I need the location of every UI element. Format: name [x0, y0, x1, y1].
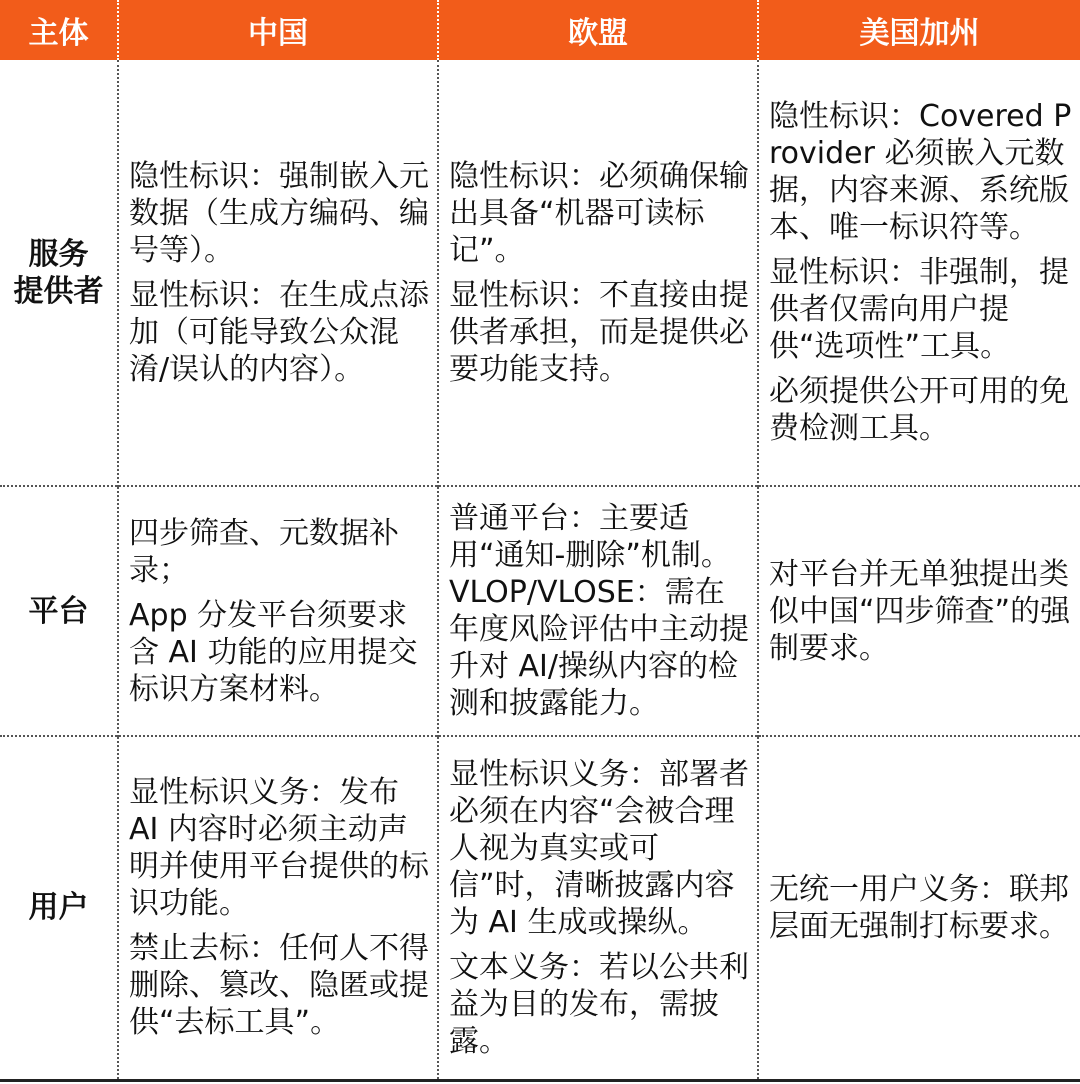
- cell-text: 必须提供公开可用的免费检测工具。: [769, 374, 1069, 446]
- cell-text: 对平台并无单独提出类似中国“四步筛查”的强制要求。: [769, 556, 1071, 666]
- subject-label: 服务: [28, 236, 89, 272]
- cell-text: 显性标识：在生成点添加（可能导致公众混淆/误认的内容）。: [129, 277, 429, 387]
- cell-text: 隐性标识：Covered Provider 必须嵌入元数据，内容来源、系统版本、唯一标识符等。: [769, 99, 1072, 245]
- header-china: 中国: [118, 0, 438, 60]
- cell-text: 显性标识：不直接由提供者承担，而是提供必要功能支持。: [449, 277, 749, 387]
- table-header: [0, 0, 1080, 60]
- cell-text: 显性标识义务：部署者必须在内容“会被合理人视为真实或可信”时，清晰披露内容为 AI 生成或操纵。: [449, 756, 749, 940]
- cell-text: App 分发平台须要求含 AI 功能的应用提交标识方案材料。: [129, 597, 418, 707]
- subject-label: 提供者: [13, 273, 104, 309]
- table-row: [0, 60, 1080, 486]
- china-cell: [118, 486, 438, 736]
- china-cell: [118, 60, 438, 486]
- california-cell: [758, 60, 1080, 486]
- eu-cell: [438, 736, 758, 1080]
- eu-cell: [438, 60, 758, 486]
- table-row: [0, 736, 1080, 1080]
- subject-label: 平台: [28, 593, 89, 629]
- subject-cell: [0, 736, 118, 1080]
- cell-text: 显性标识义务：发布 AI 内容时必须主动声明并使用平台提供的标识功能。: [129, 775, 429, 922]
- header-subject: 主体: [0, 0, 118, 60]
- subject-label: 用户: [28, 890, 89, 926]
- subject-cell: [0, 486, 118, 736]
- header-eu: 欧盟: [438, 0, 758, 60]
- cell-text: 禁止去标：任何人不得删除、篡改、隐匿或提供“去标工具”。: [129, 931, 429, 1041]
- china-cell: [118, 736, 438, 1080]
- cell-text: 文本义务：若以公共利益为目的发布，需披露。: [449, 949, 749, 1059]
- cell-text: 隐性标识：强制嵌入元数据（生成方编码、编号等）。: [129, 158, 429, 268]
- cell-text: 普通平台：主要适用“通知-删除”机制。: [449, 501, 731, 573]
- cell-text: 无统一用户义务：联邦层面无强制打标要求。: [769, 871, 1069, 944]
- california-cell: [758, 486, 1080, 736]
- cell-text: 隐性标识：必须确保输出具备“机器可读标记”。: [449, 158, 749, 268]
- cell-text: VLOP/VLOSE：需在年度风险评估中主动提升对 AI/操纵内容的检测和披露能力。: [449, 575, 749, 721]
- cell-text: 显性标识：非强制，提供者仅需向用户提供“选项性”工具。: [769, 255, 1069, 364]
- california-cell: [758, 736, 1080, 1080]
- subject-cell: [0, 60, 118, 486]
- header-row: [0, 0, 1080, 60]
- eu-cell: [438, 486, 758, 736]
- header-california: 美国加州: [758, 0, 1080, 60]
- cell-text: 四步筛查、元数据补录；: [129, 515, 399, 588]
- table-row: [0, 486, 1080, 736]
- table-body: [0, 60, 1080, 1080]
